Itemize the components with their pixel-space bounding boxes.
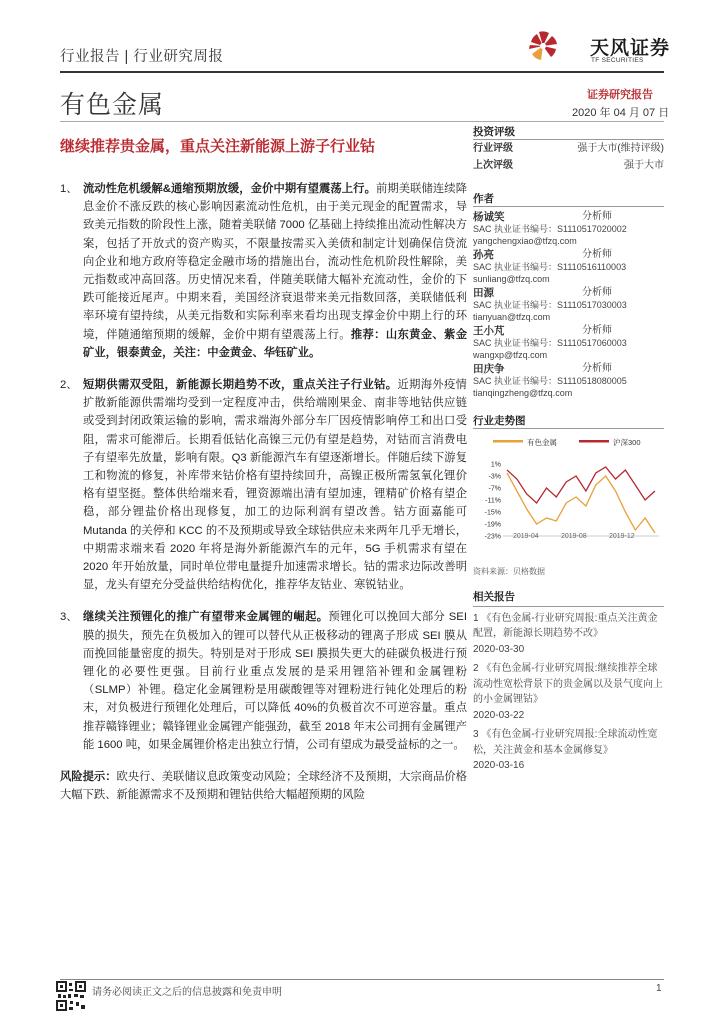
chart-source: 资料来源：贝格数据 (473, 567, 545, 576)
author-sac: SAC 执业证书编号：S1110517020002 (473, 224, 627, 234)
paragraph-number: 1、 (60, 183, 78, 195)
x-tick-label: 2019-08 (561, 533, 587, 540)
author-sac: SAC 执业证书编号：S1110518080005 (473, 376, 627, 386)
related-item[interactable] (473, 661, 664, 723)
rating-value: 强于大市(维持评级) (577, 143, 664, 154)
chart-heading: 行业走势图 (473, 415, 526, 427)
author-role: 分析师 (582, 363, 612, 374)
related-date: 2020-03-30 (473, 643, 525, 655)
header-divider (60, 71, 664, 73)
y-tick-label: -11% (485, 497, 501, 505)
author-block (473, 325, 664, 361)
y-tick-label: -15% (484, 509, 501, 517)
related-title: 2 《有色金属-行业研究周报:继续推荐全球流动性宽松背景下的贵金属以及景气度向上的小金属锂钴》 (473, 663, 663, 705)
paragraph-text: 前期美联储连续降息金价不涨反跌的核心影响因素流动性危机，由于美元现金的配置需求，导致美元指数的阶段性上涨，随着美联储 7000 亿基础上持续推出流动性解决方案，包括了开放式的资产购买，不限量按需买入美债和制定计划确保信贷流向企业和地方政府等稳定金融市场的措施出台，流动性危机阶段性解除，美元指数或冲高回落。历史情况来看，伴随美联储大幅补充流动性，金价的下跌可能接近尾声。中期来看，美国经济衰退带来美元指数回落，美联储低利率环境有望持续，从美元指数和实际利率来看均出现支撑金价中期上行的环境，伴随通缩预期的缓解，金价中期有望震荡上行。 (83, 183, 467, 341)
x-tick-label: 2019-04 (513, 533, 539, 540)
related-item[interactable] (473, 611, 664, 658)
paragraph-lead: 继续关注预锂化的推广有望带来金属锂的崛起。 (83, 611, 329, 624)
author-sac: SAC 执业证书编号：S1110517060003 (473, 338, 627, 348)
rating-value: 强于大市 (624, 160, 664, 171)
author-name: 王小芃 (473, 325, 505, 337)
author-email[interactable]: wangxp@tfzq.com (473, 350, 548, 360)
related-reports (473, 590, 664, 774)
report-category: 行业报告 | 行业研究周报 (60, 49, 224, 65)
legend-label: 沪深300 (613, 438, 641, 447)
report-subtitle: 继续推荐贵金属，重点关注新能源上游子行业钴 (60, 138, 376, 155)
related-date: 2020-03-22 (473, 709, 525, 721)
risk-warning (60, 768, 467, 804)
page-title: 有色金属 (60, 91, 165, 119)
paragraph-1 (60, 180, 467, 362)
qr-code-icon (55, 980, 87, 1012)
author-role: 分析师 (582, 249, 612, 260)
footer-divider (60, 979, 664, 980)
paragraph-text: 预锂化可以挽回大部分 SEI 膜的损失，预先在负极加入的锂可以替代从正极移动的锂离子形成 SEI 膜从而挽回能量密度的损失。特别是对于形成 SEI 膜损失更大的硅碳负极进行预锂化的必要性更强。目前行业重点发展的是采用锂箔补锂和金属锂粉（SLMP）补锂。稳定化金属锂粉是用碳酸锂等对锂粉进行钝化处理后的粉末，对负极进行预锂化处理后，可以降低 40%的负极首次不可逆容量。重点推荐赣锋锂业；赣锋锂业金属锂产能强劲，截至 2018 年末公司拥有金属锂产能 1600 吨，如果金属锂价格走出独立行情，公司有望成为最受益标的之一。 (83, 611, 467, 751)
sidebar (473, 124, 664, 429)
risk-text: 欧央行、美联储议息政策变动风险；全球经济不及预期，大宗商品价格大幅下跌、新能源需求不及预期和锂钴供给大幅超预期的风险 (60, 771, 467, 802)
industry-trend-chart (473, 436, 664, 576)
y-tick-label: -23% (484, 533, 501, 541)
legend-label: 有色金属 (527, 438, 557, 447)
paragraph-text: 近期海外疫情扩散新能源供需端均受到一定程度冲击，供给端刚果金、南非等地钴供应链或受到封闭政策运输的影响，需求端海外部分车厂因疫情影响停工和出口受阻，需求可能滞后。长期看低钴化高镍三元仍有望是趋势，对钴而言消费电子有望率先放量，影响有限。Q3 新能源汽车有望逐渐增长。伴随后续下游复工和物流的修复，补库带来钴价格有望持续回升，高镍正极所需氢氧化锂价格有望坚挺。整体供给端来看，锂资源端出清有望加速，锂精矿价格有望企稳，部分锂盐价格出现修复，加工的边际利润有望改善。钴方面嘉能可 Mutanda 的关停和 KCC 的不及预期或导致全球钴供应未来两年几乎无增长，中期需求端来看 2020 年将是海外新能源汽车的元年，5G 手机需求有望在 2020 年开始放量，同时单位带电量提升加速需求增长。钴的需求边际改善明显，龙头有望充分受益供给结构优化，推荐华友钴业、寒锐钴业。 (83, 379, 467, 592)
y-tick-label: -3% (488, 473, 501, 481)
related-divider (473, 606, 664, 607)
related-item[interactable] (473, 727, 664, 774)
brand-name: 天风证券 (590, 38, 671, 59)
paragraph-3 (60, 608, 467, 754)
paragraph-recommendation: 推荐：山东黄金、紫金矿业，银泰黄金，关注：中金黄金、华钰矿业。 (83, 328, 467, 359)
rating-row (473, 157, 664, 174)
page-number: 1 (656, 983, 662, 994)
main-body (60, 180, 467, 805)
rating-heading: 投资评级 (473, 126, 515, 138)
author-email[interactable]: tianqingzheng@tfzq.com (473, 388, 573, 398)
rating-key: 上次评级 (473, 160, 513, 171)
authors-heading: 作者 (473, 193, 494, 205)
related-heading: 相关报告 (473, 591, 515, 603)
author-sac: SAC 执业证书编号：S1110517030003 (473, 300, 627, 310)
y-tick-label: -7% (488, 485, 501, 493)
y-tick-label: -19% (484, 521, 501, 529)
author-role: 分析师 (582, 287, 612, 298)
paragraph-lead: 流动性危机缓解&通缩预期放缓，金价中期有望震荡上行。 (83, 183, 376, 195)
legend-swatch (579, 440, 609, 443)
author-email[interactable]: yangchengxiao@tfzq.com (473, 236, 577, 246)
chart-divider (473, 428, 664, 429)
author-sac: SAC 执业证书编号：S1110516110003 (473, 262, 627, 272)
author-email[interactable]: tianyuan@tfzq.com (473, 312, 551, 322)
author-block (473, 363, 664, 399)
author-block (473, 211, 664, 247)
author-email[interactable]: sunliang@tfzq.com (473, 274, 550, 284)
paragraph-number: 3、 (60, 611, 78, 624)
paragraph-2 (60, 376, 467, 594)
author-block (473, 249, 664, 285)
report-date: 2020 年 04 月 07 日 (572, 107, 670, 119)
related-title: 3 《有色金属-行业研究周报:全球流动性宽松，关注黄金和基本金属修复》 (473, 729, 658, 756)
risk-label: 风险提示： (60, 771, 117, 784)
paragraph-number: 2、 (60, 379, 78, 392)
report-type: 证券研究报告 (587, 89, 653, 101)
author-block (473, 287, 664, 323)
author-name: 杨诚笑 (473, 211, 505, 223)
brand-subtitle: TF SECURITIES (591, 57, 644, 64)
footer-disclaimer: 请务必阅读正文之后的信息披露和免责申明 (92, 987, 282, 998)
author-name: 田庆争 (473, 363, 505, 375)
legend-swatch (493, 440, 523, 443)
author-name: 孙亮 (473, 249, 494, 261)
y-tick-label: 1% (490, 461, 501, 469)
related-title: 1 《有色金属-行业研究周报:重点关注黄金配置，新能源长期趋势不改》 (473, 612, 658, 639)
related-date: 2020-03-16 (473, 760, 525, 771)
rating-key: 行业评级 (473, 143, 513, 154)
author-role: 分析师 (582, 211, 612, 222)
x-tick-label: 2019-12 (609, 533, 635, 540)
rating-row (473, 140, 664, 157)
series-line (507, 467, 655, 503)
authors-divider (473, 206, 664, 207)
paragraph-lead: 短期供需双受阻，新能源长期趋势不改，重点关注子行业钴。 (83, 379, 398, 392)
title-divider (60, 121, 664, 122)
author-role: 分析师 (582, 325, 612, 336)
author-name: 田源 (473, 287, 494, 299)
